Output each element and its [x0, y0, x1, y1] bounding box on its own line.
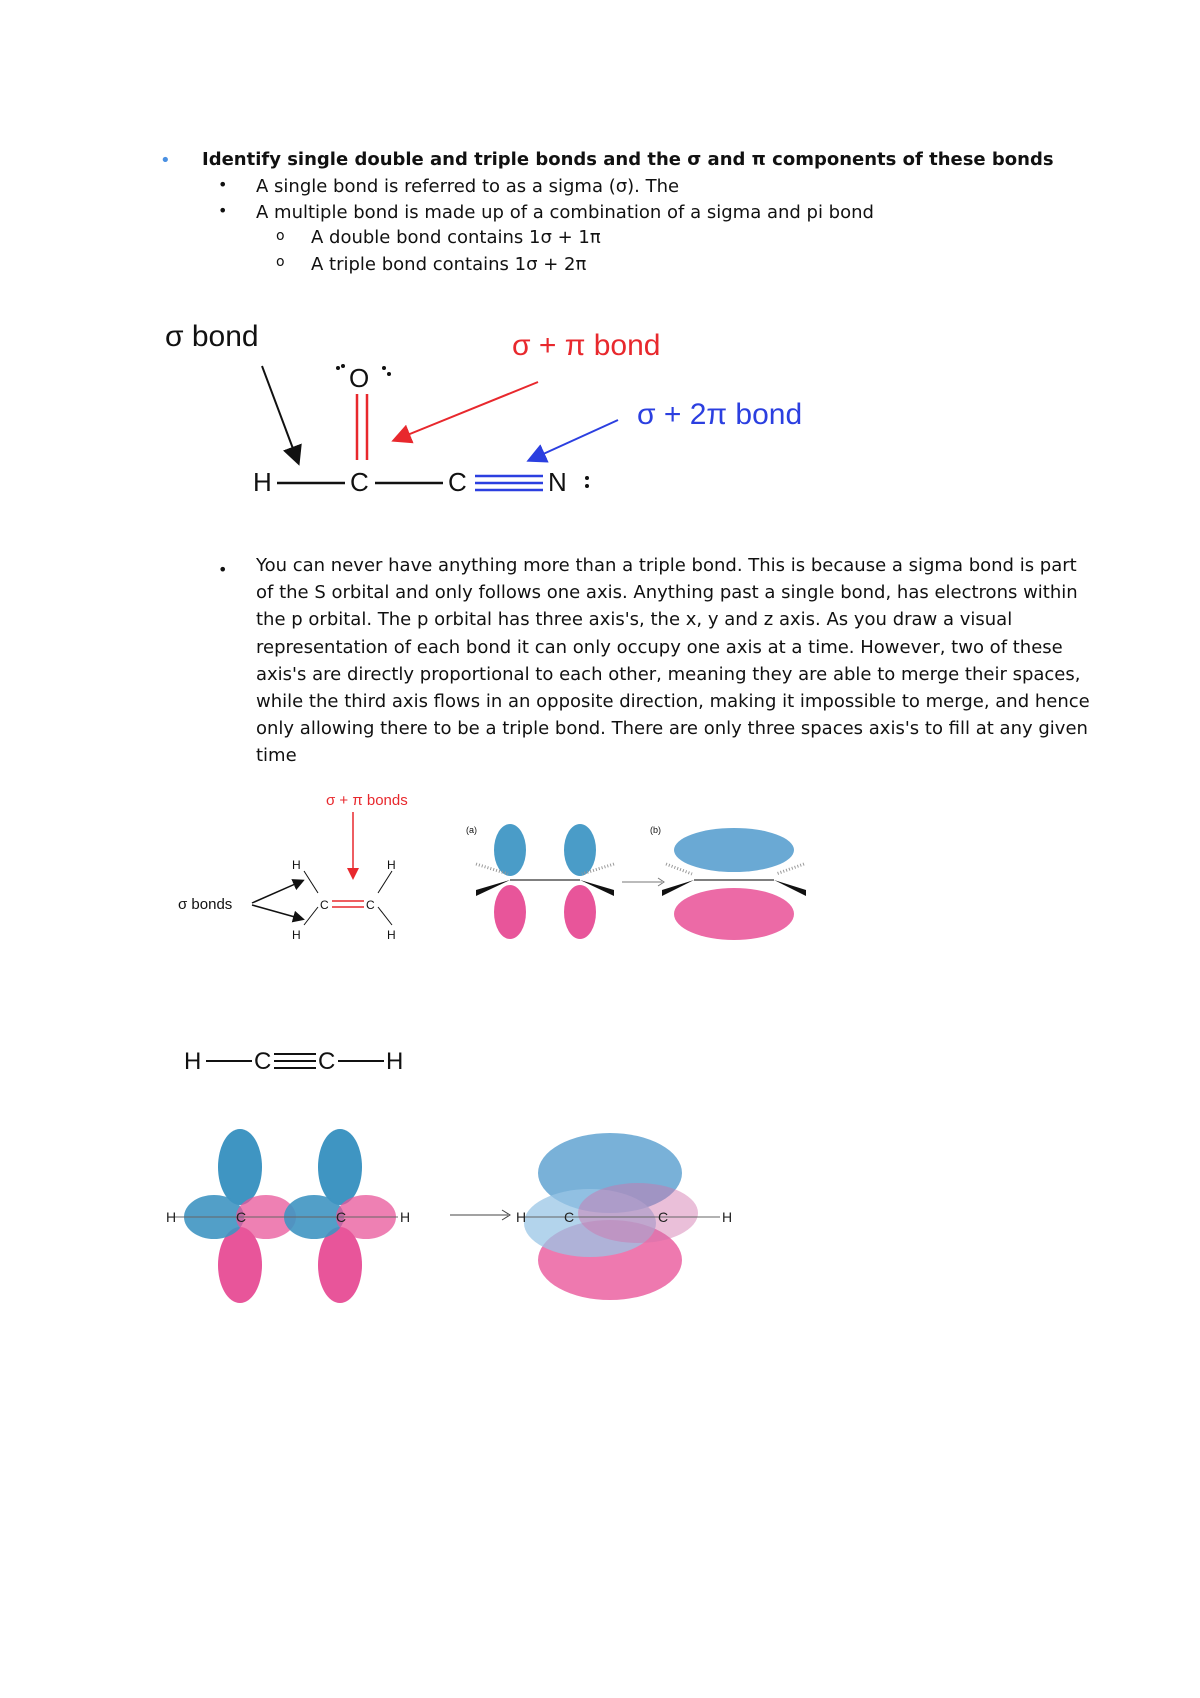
- triple-bond-bullet: A triple bond contains 1σ + 2π: [311, 254, 587, 275]
- sigma-bond-label: σ bond: [165, 320, 259, 353]
- list-bullet-icon: •: [218, 175, 228, 194]
- formula-c1: C: [254, 1048, 272, 1075]
- atom-c: C: [366, 898, 375, 912]
- sigma-pi-bond-label: σ + π bond: [512, 329, 661, 362]
- lone-pair-dot: [336, 366, 340, 370]
- pi-bond-lower-lobe: [674, 888, 794, 940]
- atom-h: H: [292, 858, 301, 872]
- p-orbital-upper-lobe: [494, 824, 526, 876]
- atom-n: N: [548, 467, 567, 497]
- list-bullet-icon: •: [218, 560, 228, 579]
- p-orbital-lower-lobe: [494, 885, 526, 939]
- atom-c: C: [236, 1209, 247, 1225]
- atom-c: C: [564, 1209, 575, 1225]
- p-orbital-upper-lobe: [218, 1129, 262, 1205]
- ethyne-formula: [180, 1040, 420, 1080]
- atom-c2: C: [448, 467, 467, 497]
- pi-orbital-overlap-diagram: [462, 822, 822, 947]
- bond-types-diagram: [150, 300, 870, 510]
- sigma-pi-arrow: [395, 382, 538, 440]
- atom-h: H: [722, 1209, 733, 1225]
- wedge-bond: [774, 880, 806, 896]
- lone-pair-dot: [382, 366, 386, 370]
- atom-o: O: [349, 363, 370, 393]
- hash-bond: [666, 864, 692, 874]
- atom-h: H: [387, 928, 396, 942]
- sigma-2pi-bond-label: σ + 2π bond: [637, 398, 803, 431]
- p-orbital-upper-lobe: [318, 1129, 362, 1205]
- atom-c: C: [336, 1209, 347, 1225]
- sigma-arrow: [262, 366, 298, 462]
- panel-b-label: (b): [650, 825, 661, 835]
- p-orbital-lower-lobe: [218, 1227, 262, 1303]
- atom-c: C: [658, 1209, 669, 1225]
- atom-h: H: [516, 1209, 527, 1225]
- multiple-bond-bullet: A multiple bond is made up of a combination of a sigma and pi bond: [256, 202, 874, 223]
- ch-bond: [378, 907, 392, 925]
- lone-pair-dot: [585, 476, 589, 480]
- ethene-bond-diagram: [170, 785, 470, 950]
- lone-pair-dot: [387, 372, 391, 376]
- list-bullet-icon: •: [160, 150, 171, 171]
- sigma-2pi-arrow: [530, 420, 618, 460]
- p-orbital-lower-lobe: [564, 885, 596, 939]
- sigma-arrow: [252, 905, 302, 919]
- formula-c2: C: [318, 1048, 336, 1075]
- double-bond-bullet: A double bond contains 1σ + 1π: [311, 227, 601, 248]
- circle-bullet-icon: o: [276, 254, 285, 270]
- atom-h: H: [387, 858, 396, 872]
- atom-h: H: [400, 1209, 411, 1225]
- atom-h: H: [253, 467, 272, 497]
- ch-bond: [304, 871, 318, 893]
- p-orbital-lower-lobe: [318, 1227, 362, 1303]
- atom-h: H: [166, 1209, 177, 1225]
- triple-bond-orbital-diagram: [160, 1125, 820, 1310]
- pi-bond-back-lobe: [578, 1183, 698, 1243]
- atom-c: C: [320, 898, 329, 912]
- panel-a-label: (a): [466, 825, 477, 835]
- hash-bond: [776, 864, 804, 874]
- lone-pair-dot: [585, 484, 589, 488]
- pi-bond-upper-lobe: [674, 828, 794, 872]
- atom-h: H: [292, 928, 301, 942]
- wedge-bond: [662, 880, 694, 896]
- p-orbital-upper-lobe: [564, 824, 596, 876]
- lone-pair-dot: [341, 364, 345, 368]
- sigma-bonds-label: σ bonds: [178, 896, 233, 913]
- heading-bullet: Identify single double and triple bonds and the σ and π components of these bonds: [202, 149, 1054, 170]
- formula-h1: H: [184, 1048, 202, 1075]
- ch-bond: [304, 907, 318, 925]
- circle-bullet-icon: o: [276, 228, 285, 244]
- sigma-arrow: [252, 881, 302, 903]
- sigma-pi-bonds-label: σ + π bonds: [326, 792, 408, 809]
- ch-bond: [378, 871, 392, 893]
- triple-bond-explanation: You can never have anything more than a triple bond. This is because a sigma bond is part of the S orbital and only follows one axis. Anything past a single bond, has electrons within the p orbital. The p orbital has three axis's, the x, y and z axis. As you draw a visual representation of each bond it can only occupy one axis at a time. However, two of these axis's are directly proportional to each other, meaning they are able to merge their spaces, while the third axis flows in an opposite direction, making it impossible to merge, and hence only allowing there to be a triple bond. There are only three spaces axis's to fill at any given time: [256, 555, 1090, 767]
- formula-h2: H: [386, 1048, 404, 1075]
- list-bullet-icon: •: [218, 201, 228, 220]
- atom-c1: C: [350, 467, 369, 497]
- single-bond-bullet: A single bond is referred to as a sigma (σ). The: [256, 176, 680, 197]
